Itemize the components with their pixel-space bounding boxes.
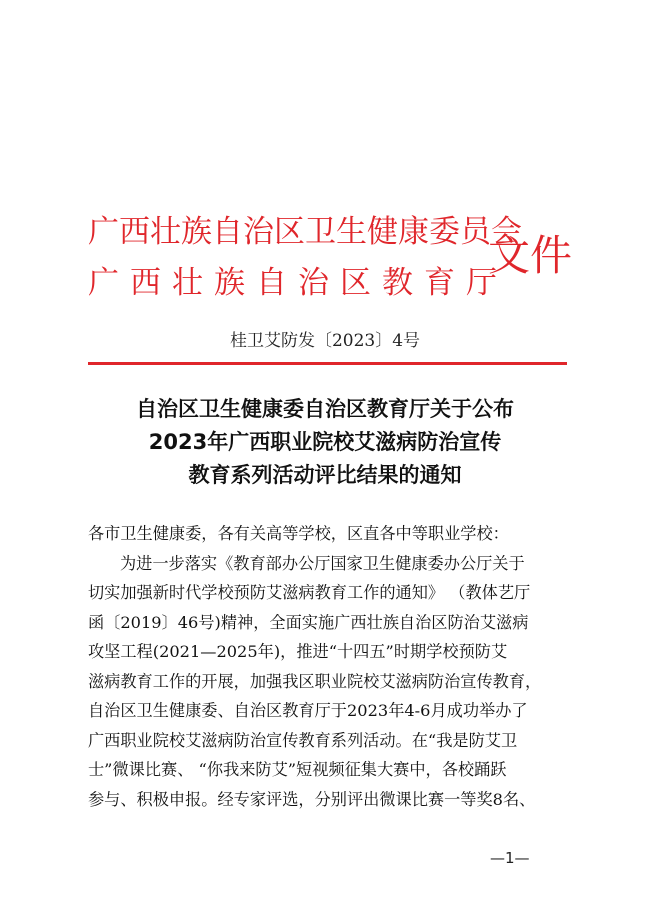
body-line: 攻坚工程(2021—2025年)，推进“十四五”时期学校预防艾: [88, 642, 508, 661]
issuer-name-health-commission: 广西壮族自治区卫生健康委员会: [88, 214, 522, 250]
red-masthead: [88, 212, 573, 302]
title-line-2: 2023年广西职业院校艾滋病防治宣传: [148, 430, 502, 454]
page-number: —1—: [490, 849, 530, 867]
title-line-3: 教育系列活动评比结果的通知: [188, 463, 462, 487]
body-line: 切实加强新时代学校预防艾滋病教育工作的通知》 （教体艺厅: [88, 583, 531, 602]
body-line: 士”微课比赛、 “你我来防艾”短视频征集大赛中，各校踊跃: [88, 760, 507, 779]
body-line: 为进一步落实《教育部办公厅国家卫生健康委办公厅关于: [120, 553, 525, 573]
document-word: 文件: [488, 231, 573, 280]
red-divider-line: [88, 362, 567, 365]
document-number: 桂卫艾防发〔2023〕4号: [229, 331, 421, 351]
body-line: 广西职业院校艾滋病防治宣传教育系列活动。在“我是防艾卫: [88, 730, 518, 750]
body-line: 自治区卫生健康委、自治区教育厅于2023年4-6月成功举办了: [88, 701, 528, 720]
title-line-1: 自治区卫生健康委自治区教育厅关于公布: [136, 397, 514, 421]
body-line: 函〔2019〕46号)精神，全面实施广西壮族自治区防治艾滋病: [88, 612, 529, 632]
document-body: [88, 519, 572, 814]
body-line: 滋病教育工作的开展，加强我区职业院校艾滋病防治宣传教育，: [88, 671, 542, 691]
salutation: 各市卫生健康委，各有关高等学校，区直各中等职业学校：: [88, 524, 509, 543]
document-title: [60, 393, 590, 492]
issuer-name-education-department: 广西壮族自治区教育厅: [88, 265, 508, 301]
body-line: 参与、积极申报。经专家评选，分别评出微课比赛一等奖8名、: [88, 789, 536, 809]
